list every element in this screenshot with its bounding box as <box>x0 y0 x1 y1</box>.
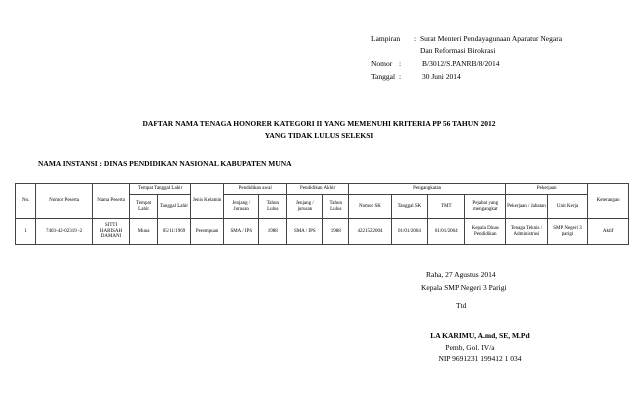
tanggal-label: Tanggal <box>371 72 396 81</box>
signer-position: Kepala SMP Negeri 3 Parigi <box>421 283 507 292</box>
header-pa-tahun: Tahun Lulus <box>259 195 287 219</box>
header-tanggal-sk: Tanggal SK <box>391 195 427 219</box>
cell-tempat-lahir: Muna <box>130 219 158 245</box>
honorer-table <box>15 183 629 245</box>
header-pendidikan-awal: Pendidikan awal <box>224 184 287 195</box>
cell-tmt: 01/01/2004 <box>428 219 465 245</box>
signer-rank: Pemb, Gol. IV/a <box>445 343 495 352</box>
header-nomor-peserta: Nomor Peserta <box>36 184 93 219</box>
cell-pa-tahun: 1988 <box>259 219 287 245</box>
lampiran-value-cont: Dan Reformasi Birokrasi <box>420 46 496 55</box>
cell-jenis-kelamin: Perempuan <box>191 219 224 245</box>
ttd-label: Ttd <box>456 301 467 310</box>
cell-tanggal-sk: 01/01/2004 <box>391 219 427 245</box>
header-pendidikan-akhir: Pendidikan Akhir <box>287 184 349 195</box>
document-title: DAFTAR NAMA TENAGA HONORER KATEGORI II YANG MEMENUHI KRITERIA PP 56 TAHUN 2012 <box>142 119 496 128</box>
lampiran-label: Lampiran <box>371 34 401 43</box>
cell-keterangan: Aktif <box>588 219 629 245</box>
cell-nomor-peserta: 7403-42-02319 -2 <box>36 219 93 245</box>
header-tmt: TMT <box>428 195 465 219</box>
document-subtitle: YANG TIDAK LULUS SELEKSI <box>264 131 374 140</box>
header-tempat-lahir: Tempat Lahir <box>130 195 158 219</box>
header-pejabat: Pejabat yang mengangkat <box>465 195 506 219</box>
header-pekerjaan-jabatan: Pekerjaan / Jabatan <box>506 195 548 219</box>
cell-no: 1 <box>16 219 36 245</box>
tanggal-value: 30 Juni 2014 <box>422 72 461 81</box>
lampiran-value: Surat Menteri Pendayagunaan Aparatur Negara <box>420 34 563 43</box>
cell-nomor-sk: 4221522004 <box>349 219 392 245</box>
place-date: Raha, 27 Agustus 2014 <box>426 270 496 279</box>
header-nomor-sk: Nomor SK <box>349 195 392 219</box>
header-unit-kerja: Unit Kerja <box>547 195 588 219</box>
cell-nama: SITTI HARISAH DAMANI <box>92 219 129 245</box>
tanggal-colon: : <box>399 72 402 81</box>
signer-name: LA KARIMU, A.md, SE, M.Pd <box>430 331 530 340</box>
header-pengangkatan: Pengangkatan <box>349 184 506 195</box>
lampiran-colon: : <box>414 34 417 43</box>
header-pa-jenjang: Jenjang / Jurusan <box>224 195 259 219</box>
header-jenis-kelamin: Jenis Kelamin <box>191 184 224 219</box>
header-pk-jenjang: Jenjang / jurusan <box>287 195 323 219</box>
header-no: No. <box>16 184 36 219</box>
cell-pejabat: Kepala Dinas Pendidikan <box>465 219 506 245</box>
header-pekerjaan: Pekerjaan <box>506 184 588 195</box>
header-pk-tahun: Tahun Lulus <box>323 195 349 219</box>
header-tanggal-lahir: Tanggal Lahir <box>157 195 190 219</box>
header-nama-peserta: Nama Peserta <box>92 184 129 219</box>
cell-tanggal-lahir: 05/11/1969 <box>157 219 190 245</box>
cell-pk-tahun: 1988 <box>323 219 349 245</box>
table-header-row <box>16 184 629 195</box>
nomor-label: Nomor <box>371 59 393 68</box>
cell-pk-jenjang: SMA / IPS <box>287 219 323 245</box>
cell-pa-jenjang: SMA / IPS <box>224 219 259 245</box>
table-row <box>16 219 629 245</box>
cell-pekerjaan-jabatan: Tenaga Teknis / Administrasi <box>506 219 548 245</box>
instansi-label: NAMA INSTANSI : DINAS PENDIDIKAN NASIONAL KABUPATEN MUNA <box>38 159 292 168</box>
header-keterangan: Keterangan <box>588 184 629 219</box>
nomor-value: B/3012/S.PANRB/8/2014 <box>422 59 500 68</box>
signer-nip: NIP 9691231 199412 1 034 <box>438 354 522 363</box>
nomor-colon: : <box>399 59 402 68</box>
cell-unit-kerja: SMP Negeri 3 parigi <box>547 219 588 245</box>
header-ttl: Tempat Tanggal Lahir <box>130 184 191 195</box>
